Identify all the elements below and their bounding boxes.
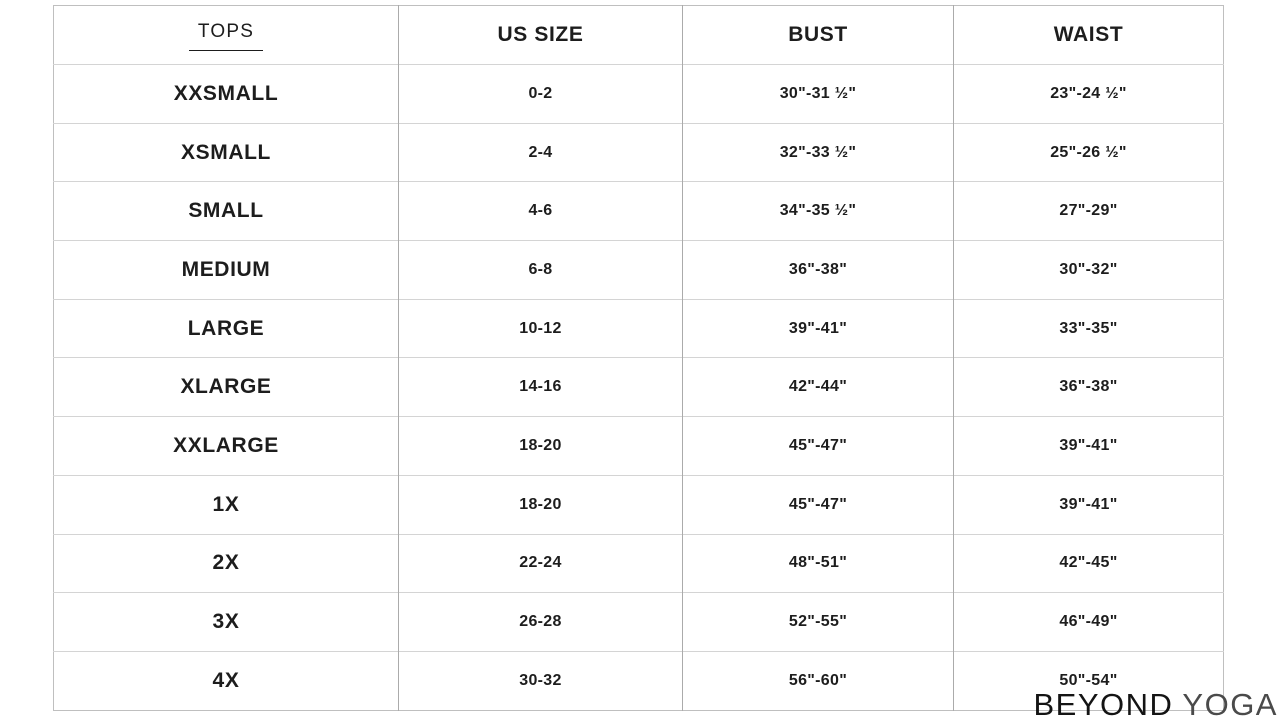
us-size-cell: 4-6 [399, 182, 683, 241]
beyond-yoga-logo [1033, 689, 1278, 720]
waist-cell: 30"-32" [954, 241, 1224, 300]
waist-cell: 25"-26 ½" [954, 123, 1224, 182]
size-row [54, 182, 1224, 241]
waist-cell: 36"-38" [954, 358, 1224, 417]
bust-cell: 36"-38" [683, 241, 954, 300]
size-name-cell: 3X [54, 593, 399, 652]
header-row [54, 6, 1224, 65]
size-name-cell: LARGE [54, 299, 399, 358]
us-size-cell: 30-32 [399, 651, 683, 710]
column-header-tops [54, 6, 399, 65]
us-size-cell: 18-20 [399, 417, 683, 476]
tops-category-label: TOPS [189, 21, 263, 51]
size-row [54, 417, 1224, 476]
size-name-cell: 1X [54, 475, 399, 534]
size-chart-table [53, 5, 1224, 711]
waist-cell: 42"-45" [954, 534, 1224, 593]
size-name-cell: SMALL [54, 182, 399, 241]
size-row [54, 593, 1224, 652]
size-chart-body [54, 65, 1224, 711]
size-name-cell: XXSMALL [54, 65, 399, 124]
bust-cell: 45"-47" [683, 475, 954, 534]
column-header-bust: BUST [683, 6, 954, 65]
bust-cell: 48"-51" [683, 534, 954, 593]
us-size-cell: 14-16 [399, 358, 683, 417]
size-row [54, 475, 1224, 534]
bust-cell: 32"-33 ½" [683, 123, 954, 182]
size-name-cell: XSMALL [54, 123, 399, 182]
us-size-cell: 18-20 [399, 475, 683, 534]
waist-cell: 46"-49" [954, 593, 1224, 652]
column-header-waist: WAIST [954, 6, 1224, 65]
us-size-cell: 22-24 [399, 534, 683, 593]
size-row [54, 65, 1224, 124]
waist-cell: 50"-54" [954, 651, 1224, 710]
logo-beyond-text: BEYOND [1033, 687, 1174, 720]
bust-cell: 56"-60" [683, 651, 954, 710]
size-row [54, 123, 1224, 182]
us-size-cell: 2-4 [399, 123, 683, 182]
bust-cell: 30"-31 ½" [683, 65, 954, 124]
waist-cell: 39"-41" [954, 417, 1224, 476]
waist-cell: 23"-24 ½" [954, 65, 1224, 124]
size-name-cell: 4X [54, 651, 399, 710]
us-size-cell: 6-8 [399, 241, 683, 300]
bust-cell: 39"-41" [683, 299, 954, 358]
column-header-us-size: US SIZE [399, 6, 683, 65]
size-row [54, 299, 1224, 358]
waist-cell: 33"-35" [954, 299, 1224, 358]
size-row [54, 358, 1224, 417]
us-size-cell: 10-12 [399, 299, 683, 358]
size-name-cell: XXLARGE [54, 417, 399, 476]
logo-yoga-text: YOGA [1182, 687, 1278, 720]
bust-cell: 45"-47" [683, 417, 954, 476]
size-name-cell: MEDIUM [54, 241, 399, 300]
size-row [54, 241, 1224, 300]
size-name-cell: XLARGE [54, 358, 399, 417]
waist-cell: 39"-41" [954, 475, 1224, 534]
waist-cell: 27"-29" [954, 182, 1224, 241]
bust-cell: 52"-55" [683, 593, 954, 652]
us-size-cell: 0-2 [399, 65, 683, 124]
bust-cell: 34"-35 ½" [683, 182, 954, 241]
us-size-cell: 26-28 [399, 593, 683, 652]
bust-cell: 42"-44" [683, 358, 954, 417]
size-name-cell: 2X [54, 534, 399, 593]
size-row [54, 534, 1224, 593]
